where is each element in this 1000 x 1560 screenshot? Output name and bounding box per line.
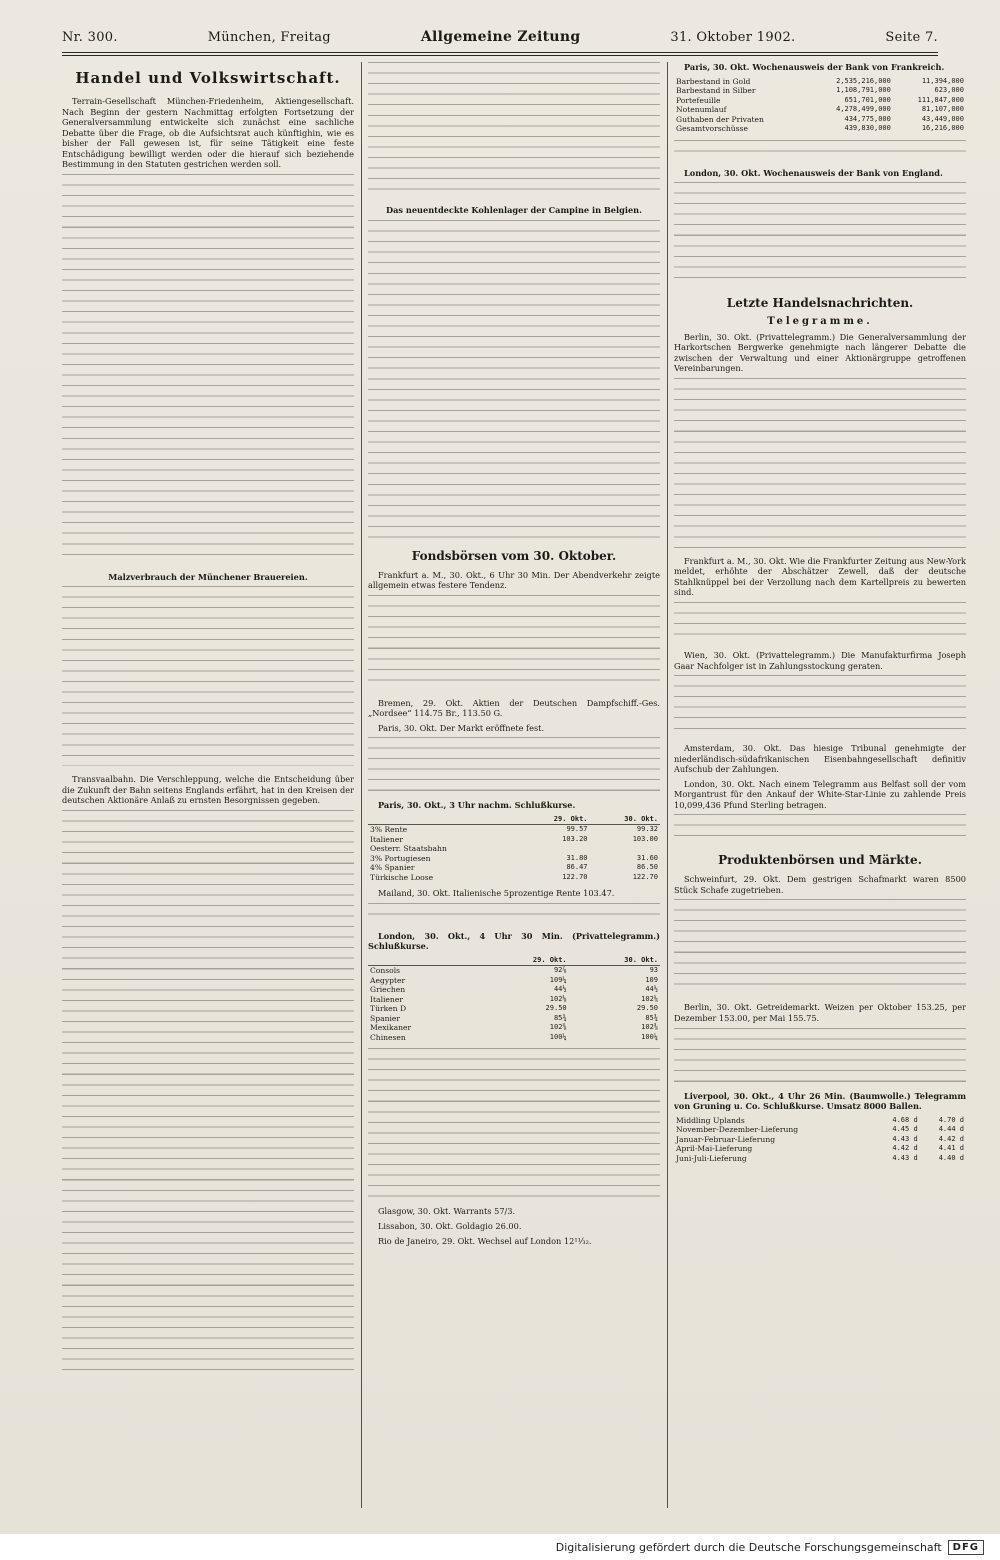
article-bank-england: London, 30. Okt. Wochenausweis der Bank von England.: [684, 167, 943, 178]
digitization-footer: [0, 1534, 1000, 1560]
column-divider: [361, 62, 362, 1508]
article-wien: Wien, 30. Okt. (Privattelegramm.) Die Manufakturfirma Joseph Gaar Nachfolger ist in Zahlungsstockung geraten.: [674, 650, 966, 671]
row-label: Aegypter: [370, 975, 406, 985]
row-value: 100¼: [641, 1032, 658, 1041]
row-value: [519, 844, 589, 854]
issue-number: Nr. 300.: [62, 29, 118, 45]
row-value: 4.45 d: [892, 1125, 918, 1134]
text-block: [62, 586, 354, 766]
table-row: [368, 966, 660, 976]
row-label: Italiener: [370, 834, 403, 844]
row-label: 3% Rente: [370, 825, 408, 835]
row-label: April-Mai-Lieferung: [676, 1144, 753, 1154]
table-row: [368, 1023, 660, 1033]
row-value: 102⅛: [549, 994, 567, 1003]
row-label: 3% Portugiesen: [370, 853, 431, 863]
text-block: [62, 174, 354, 564]
table-row: [674, 1125, 966, 1135]
row-value: 4.68 d: [892, 1115, 918, 1124]
table-row: [368, 1004, 660, 1014]
london-caption: London, 30. Okt., 4 Uhr 30 Min. (Privattelegramm.) Schlußkurse.: [368, 930, 660, 952]
table-row: [674, 1135, 966, 1145]
row-value: 4.41 d: [938, 1144, 964, 1153]
table-row: [674, 1116, 966, 1126]
page-header: [62, 26, 938, 48]
place-day: München, Freitag: [207, 29, 331, 45]
row-value: 434,775,000: [844, 114, 891, 123]
footer-text: Digitalisierung gefördert durch die Deutsche Forschungsgemeinschaft: [555, 1540, 942, 1554]
row-value: 31.60: [636, 853, 658, 862]
row-value: 623,000: [934, 86, 964, 95]
article-rio: Rio de Janeiro, 29. Okt. Wechsel auf London 12¹¹⁄₃₂.: [378, 1235, 592, 1246]
row-label: Mexikaner: [370, 1023, 412, 1033]
row-value: 85¾: [645, 1013, 658, 1022]
paper-title: Allgemeine Zeitung: [420, 29, 581, 45]
subheading-telegramme: Telegramme.: [767, 316, 873, 328]
table-row: [368, 995, 660, 1005]
row-value: 103.00: [632, 834, 658, 843]
text-block: [368, 903, 660, 923]
row-label: Guthaben der Privaten: [676, 114, 764, 124]
text-block: [674, 1028, 966, 1083]
row-value: 4.70 d: [938, 1115, 964, 1124]
row-value: 99.57: [566, 825, 588, 834]
table-row: [368, 1033, 660, 1043]
column-header: 30. Okt.: [590, 815, 660, 825]
text-block: [368, 220, 660, 540]
row-value: 92⅞: [553, 966, 567, 975]
text-block: [674, 140, 966, 160]
row-value: 4.40 d: [938, 1153, 964, 1162]
table-row: [674, 86, 966, 96]
text-block: [368, 737, 660, 792]
row-value: 11,394,000: [921, 76, 964, 85]
article-frankfurt-2: Frankfurt a. M., 30. Okt. Wie die Frankfurter Zeitung aus New-York meldet, erhöhte der Abschätzer Zewell, daß der deutsche Stahlknüppel bei der Verzollung nach dem Kartellpreis zu bewerten sind.: [674, 555, 966, 598]
row-label: Oesterr. Staatsbahn: [370, 844, 447, 854]
article-terrain: Terrain-Gesellschaft München-Friedenheim, Aktiengesellschaft. Nach Beginn der gestern Nachmittag erfolgten Fortsetzung der Generalversammlung entwickelte sich zunächst eine sachliche Debatte über die Frage, ob die Aufsichtsrat auch künftighin, wie es bisher der Fall gewesen ist, für seine Tätigkeit eine feste Entschädigung bewilligt werden oder die hierauf sich beziehende Bestimmung in den Statuten gestrichen werden soll.: [62, 96, 354, 170]
table-row: [368, 835, 660, 845]
article-paris: Paris, 30. Okt. Der Markt eröffnete fest.: [378, 722, 545, 733]
row-value: 4.43 d: [892, 1134, 918, 1143]
row-value: 86.50: [636, 863, 658, 872]
row-value: 109¼: [549, 975, 567, 984]
row-value: 102⅜: [641, 1023, 658, 1032]
row-value: [590, 844, 660, 854]
article-mailand: Mailand, 30. Okt. Italienische 5prozentige Rente 103.47.: [378, 888, 615, 899]
row-label: Türken D: [370, 1004, 407, 1014]
article-bank-frankreich: Paris, 30. Okt. Wochenausweis der Bank von Frankreich.: [684, 62, 945, 72]
article-berlin-getreide: Berlin, 30. Okt. Getreidemarkt. Weizen per Oktober 153.25, per Dezember 153.00, per Mai 155.75.: [674, 1002, 966, 1024]
section-heading: Handel und Volkswirtschaft.: [75, 69, 341, 87]
table-head: [368, 815, 660, 825]
section-heading-produkten: Produktenbörsen und Märkte.: [718, 853, 922, 868]
row-value: 102⅛: [641, 994, 658, 1003]
row-value: 44½: [645, 985, 658, 994]
table-row: [368, 844, 660, 854]
row-value: 2,535,216,000: [836, 76, 891, 85]
article-frankfurt: Frankfurt a. M., 30. Okt., 6 Uhr 30 Min. Der Abendverkehr zeigte allgemein etwas festere Tendenz.: [368, 569, 660, 591]
row-value: 16,216,000: [921, 124, 964, 133]
table-row: [368, 825, 660, 835]
row-value: 111,847,000: [917, 95, 964, 104]
row-label: Portefeuille: [676, 95, 721, 105]
table-row: [674, 77, 966, 87]
article-transvaal: Transvaalbahn. Die Verschleppung, welche die Entscheidung über die Zukunft der Bahn seitens Englands erfährt, hat in den Kreisen der deutschen Aktionäre Anlaß zu ernsten Besorgnissen gegeben.: [62, 774, 354, 806]
column-1: [62, 62, 354, 1508]
row-value: 651,701,000: [844, 95, 891, 104]
row-label: 4% Spanier: [370, 863, 415, 873]
row-value: 439,830,000: [844, 124, 891, 133]
row-value: 44½: [553, 985, 567, 994]
table-row: [368, 1014, 660, 1024]
article-heading-malz: Malzverbrauch der Münchener Brauereien.: [108, 571, 308, 582]
row-value: 85¾: [553, 1013, 567, 1022]
row-label: Barbestand in Silber: [676, 86, 756, 96]
row-value: 109: [645, 975, 658, 984]
row-value: 4.43 d: [892, 1153, 918, 1162]
row-label: Middling Uplands: [676, 1115, 745, 1125]
table-row: [368, 854, 660, 864]
table-row: [674, 124, 966, 134]
row-label: Juni-Juli-Lieferung: [676, 1153, 747, 1163]
column-divider: [667, 62, 668, 1508]
table-row: [368, 873, 660, 883]
row-value: 1,108,791,000: [836, 86, 891, 95]
text-block: [674, 182, 966, 287]
row-label: Gesamtvorschüsse: [676, 124, 748, 134]
header-rule-2: [62, 55, 938, 56]
row-label: November-Dezember-Lieferung: [676, 1125, 799, 1135]
row-label: Januar-Februar-Lieferung: [676, 1134, 776, 1144]
article-liverpool: Liverpool, 30. Okt., 4 Uhr 26 Min. (Baumwolle.) Telegramm von Gruning u. Co. Schlußkurse. Umsatz 8000 Ballen.: [674, 1090, 966, 1112]
row-value: 102⅜: [549, 1023, 567, 1032]
text-block: [674, 602, 966, 642]
row-label: Spanier: [370, 1013, 401, 1023]
row-label: Griechen: [370, 985, 406, 995]
row-value: 93: [649, 966, 658, 975]
table-row: [368, 985, 660, 995]
row-value: 86.47: [566, 863, 588, 872]
row-value: 29.50: [636, 1004, 658, 1013]
article-bremen: Bremen, 29. Okt. Aktien der Deutschen Dampfschiff.-Ges. „Nordsee“ 114.75 Br., 113.50 G.: [368, 697, 660, 719]
row-value: 100¼: [549, 1032, 567, 1041]
text-block: [368, 595, 660, 690]
row-value: 29.50: [545, 1004, 567, 1013]
table-row: [674, 1144, 966, 1154]
table-row: [368, 976, 660, 986]
row-label: Notenumlauf: [676, 105, 727, 115]
row-value: 4.44 d: [938, 1125, 964, 1134]
text-block: [62, 810, 354, 1370]
column-2: [368, 62, 660, 1508]
row-value: 4.42 d: [892, 1144, 918, 1153]
row-value: 4,278,499,000: [836, 105, 891, 114]
column-header: 29. Okt.: [519, 815, 589, 825]
article-schweinfurt: Schweinfurt, 29. Okt. Dem gestrigen Schafmarkt waren 8500 Stück Schafe zugetrieben.: [674, 874, 966, 895]
article-london: London, 30. Okt. Nach einem Telegramm aus Belfast soll der vom Morgantrust für den Ankauf der White-Star-Linie zu zahlende Preis 10,099,436 Pfund Sterling betragen.: [674, 778, 966, 810]
article-amsterdam: Amsterdam, 30. Okt. Das hiesige Tribunal genehmigte der niederländisch-südafrikanischen Eisenbahngesellschaft definitiv Aufschub der Zahlungen.: [674, 743, 966, 775]
section-heading-letzte: Letzte Handelsnachrichten.: [726, 296, 914, 311]
article-lissabon: Lissabon, 30. Okt. Goldagio 26.00.: [378, 1221, 522, 1232]
text-block: [368, 1048, 660, 1198]
table-row: [368, 863, 660, 873]
column-3: [674, 62, 966, 1508]
bank-france-table: [674, 77, 966, 134]
paris-caption: Paris, 30. Okt., 3 Uhr nachm. Schlußkurse.: [378, 800, 576, 811]
row-value: 122.70: [632, 872, 658, 881]
row-label: Chinesen: [370, 1032, 406, 1042]
text-block: [674, 899, 966, 994]
header-rule: [62, 52, 938, 53]
row-value: 122.70: [562, 872, 588, 881]
article-glasgow: Glasgow, 30. Okt. Warrants 57/3.: [378, 1206, 516, 1217]
row-value: 81,107,000: [921, 105, 964, 114]
article-berlin: Berlin, 30. Okt. (Privattelegramm.) Die Generalversammlung der Harkortschen Bergwerke genehmigte nach längerer Debatte die zwischen der Verwaltung und einer Aktionärgruppe getroffenen Vereinbarungen.: [674, 331, 966, 374]
row-value: 31.80: [566, 853, 588, 862]
row-value: 99.32: [636, 825, 658, 834]
page-number: Seite 7.: [885, 29, 938, 45]
dfg-logo: DFG: [948, 1540, 984, 1555]
row-label: Türkische Loose: [370, 872, 434, 882]
row-value: 43,449,000: [921, 114, 964, 123]
issue-date: 31. Oktober 1902.: [670, 29, 796, 45]
london-table: [368, 956, 660, 1043]
table-row: [674, 105, 966, 115]
table-row: [674, 115, 966, 125]
article-heading-campine: Das neuentdeckte Kohlenlager der Campine in Belgien.: [386, 205, 642, 215]
column-header: 29. Okt.: [477, 956, 568, 966]
table-head: [368, 956, 660, 966]
table-row: [674, 96, 966, 106]
column-header: 30. Okt.: [569, 956, 660, 966]
row-label: Italiener: [370, 994, 403, 1004]
row-label: Barbestand in Gold: [676, 76, 751, 86]
row-value: 4.42 d: [938, 1134, 964, 1143]
row-value: 103.20: [562, 834, 588, 843]
paris-table: [368, 815, 660, 883]
table-row: [674, 1154, 966, 1164]
text-block: [674, 814, 966, 844]
text-block: [674, 675, 966, 735]
text-block: [368, 62, 660, 197]
text-block: [674, 378, 966, 548]
cotton-table: [674, 1116, 966, 1164]
section-heading-fondsboersen: Fondsbörsen vom 30. Oktober.: [411, 548, 617, 563]
row-label: Consols: [370, 966, 401, 976]
